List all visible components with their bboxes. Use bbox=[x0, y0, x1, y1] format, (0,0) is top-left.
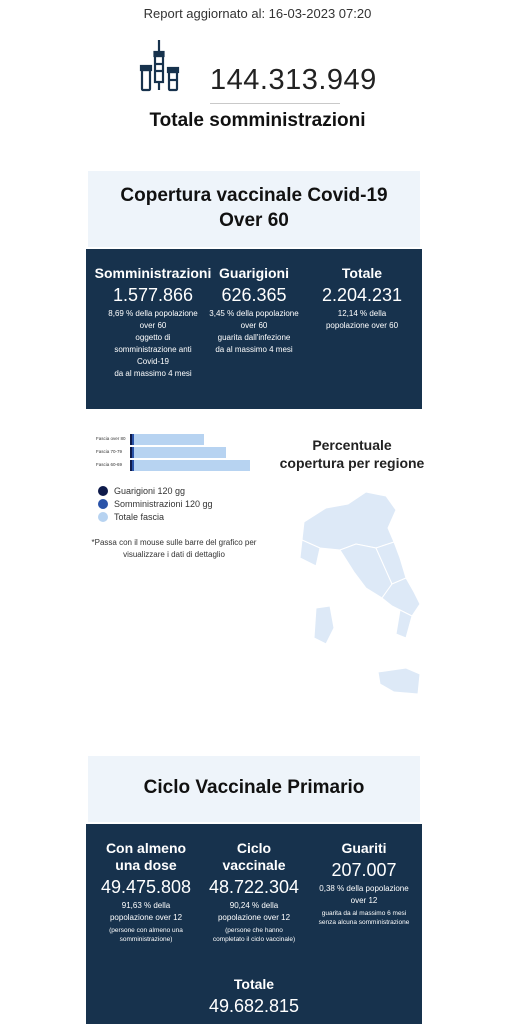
legend-label: Totale fascia bbox=[114, 511, 165, 522]
primary-cycle-section-header bbox=[88, 756, 420, 822]
map-region-sardinia bbox=[314, 606, 334, 644]
bar-tot[interactable] bbox=[130, 434, 204, 445]
divider bbox=[210, 103, 340, 104]
map-title-line2: copertura per regione bbox=[279, 455, 425, 471]
stat-value: 49.475.808 bbox=[100, 877, 192, 897]
total-administrations-value: 144.313.949 bbox=[210, 64, 377, 96]
stat-title: Somministrazioni bbox=[94, 265, 212, 281]
over60-title-line1: Copertura vaccinale Covid-19 bbox=[120, 185, 388, 206]
bar-category-label: Fascia over 80 bbox=[96, 436, 126, 441]
legend-item bbox=[98, 497, 258, 510]
stat-value: 207.007 bbox=[331, 860, 397, 880]
over60-section-header bbox=[88, 171, 420, 247]
stat-value: 48.722.304 bbox=[208, 877, 300, 897]
bar-row[interactable] bbox=[96, 460, 266, 472]
primary-cycle-stats-panel bbox=[86, 824, 422, 1024]
stat-description: 3,45 % della popolazione over 60 guarita dall'infezione da al massimo 4 mesi bbox=[209, 309, 299, 354]
over60-title-line2: Over 60 bbox=[219, 210, 289, 231]
map-region-north bbox=[302, 492, 396, 550]
stat-almeno-una-dose bbox=[94, 840, 198, 944]
map-region-sicily bbox=[378, 668, 420, 694]
bar-gua[interactable] bbox=[130, 434, 132, 445]
bar-row[interactable] bbox=[96, 434, 266, 446]
total-administrations-label: Totale somministrazioni bbox=[149, 110, 366, 131]
bar-tot[interactable] bbox=[130, 460, 250, 471]
stat-note: (persone con almeno una somministrazione) bbox=[109, 927, 183, 943]
bar-category-label: Fascia 70-79 bbox=[96, 449, 123, 454]
stat-somministrazioni bbox=[94, 265, 212, 380]
bar-tot[interactable] bbox=[130, 447, 226, 458]
report-updated-text: Report aggiornato al: 16-03-2023 07:20 bbox=[143, 6, 372, 21]
legend-item bbox=[98, 484, 258, 497]
italy-region-map[interactable] bbox=[296, 488, 420, 702]
stat-description: 90,24 % della popolazione over 12 bbox=[217, 901, 291, 922]
stat-value: 626.365 bbox=[221, 285, 287, 305]
stat-title-line2: vaccinale bbox=[222, 857, 286, 873]
bar-gua[interactable] bbox=[130, 460, 132, 471]
stat-title-line1: Guariti bbox=[341, 840, 387, 856]
stat-title: Guarigioni bbox=[219, 265, 289, 281]
chart-hover-note: *Passa con il mouse sulle barre del grafico per visualizzare i dati di dettaglio bbox=[91, 538, 257, 559]
map-title-line1: Percentuale bbox=[312, 437, 392, 453]
stat-guarigioni bbox=[204, 265, 304, 356]
bar-row[interactable] bbox=[96, 447, 266, 459]
stat-value: 49.682.815 bbox=[208, 996, 300, 1016]
stat-value: 1.577.866 bbox=[112, 285, 194, 305]
stat-note: guarita da al massimo 6 mesi senza alcuna somministrazione bbox=[318, 910, 410, 926]
stat-totale-primary bbox=[86, 976, 422, 1017]
stat-description: 8,69 % della popolazione over 60 oggetto di somministrazione anti Covid-19 da al massimo 4 mesi bbox=[108, 309, 198, 378]
stat-title-line2: una dose bbox=[115, 857, 177, 873]
chart-legend bbox=[98, 484, 258, 523]
over60-stats-panel bbox=[86, 249, 422, 409]
stat-description: 0,38 % della popolazione over 12 bbox=[319, 884, 409, 905]
stat-description: 91,63 % della popolazione over 12 bbox=[109, 901, 183, 922]
stat-totale bbox=[310, 265, 414, 332]
legend-label: Somministrazioni 120 gg bbox=[114, 498, 213, 509]
stat-title: Totale bbox=[341, 265, 383, 281]
bar-gua[interactable] bbox=[130, 447, 132, 458]
legend-item bbox=[98, 510, 258, 523]
stat-title-line1: Con almeno bbox=[105, 840, 187, 856]
stat-guariti bbox=[312, 840, 416, 927]
stat-note: (persone che hanno completato il ciclo vaccinale) bbox=[212, 927, 296, 943]
stat-title: Totale bbox=[233, 976, 275, 992]
stat-description: 12,14 % della popolazione over 60 bbox=[325, 309, 399, 330]
legend-dot-icon bbox=[98, 512, 108, 522]
legend-label: Guarigioni 120 gg bbox=[114, 485, 186, 496]
vaccine-vials-icon bbox=[138, 38, 184, 94]
stat-ciclo-vaccinale bbox=[202, 840, 306, 944]
primary-cycle-title: Ciclo Vaccinale Primario bbox=[143, 777, 365, 798]
stat-value: 2.204.231 bbox=[321, 285, 403, 305]
region-map-title bbox=[264, 436, 440, 472]
total-administrations-hero bbox=[0, 36, 515, 136]
bar-category-label: Fascia 60-69 bbox=[96, 462, 123, 467]
legend-dot-icon bbox=[98, 486, 108, 496]
legend-dot-icon bbox=[98, 499, 108, 509]
stat-title-line1: Ciclo bbox=[236, 840, 272, 856]
